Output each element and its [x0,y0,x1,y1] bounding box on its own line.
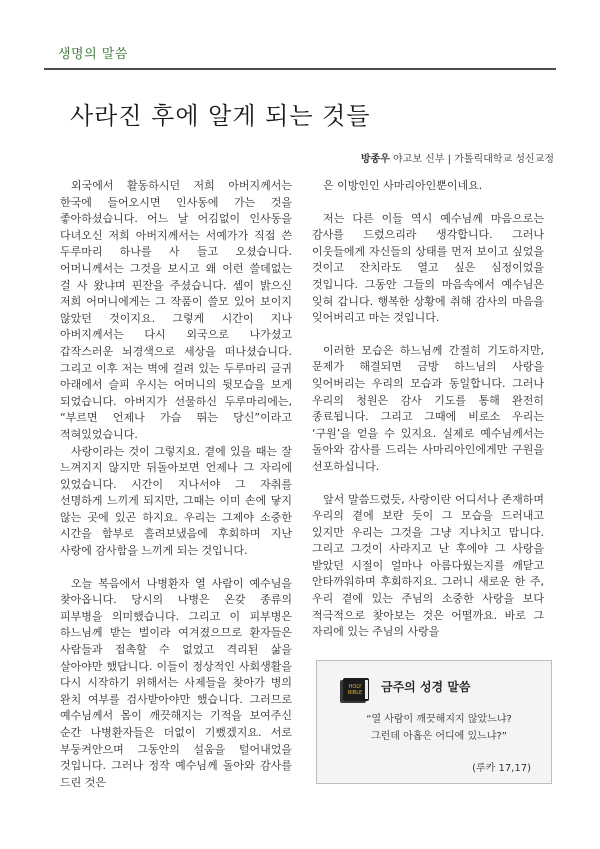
author-title: 야고보 신부 | 가톨릭대학교 성신교정 [393,154,554,165]
bible-cover-text: BIBLE [347,690,363,696]
article-title: 사라진 후에 알게 되는 것들 [70,102,371,130]
header-rule [44,68,556,70]
verse-heading: 금주의 성경 말씀 [381,680,471,694]
byline [361,150,554,165]
author-name: 방종우 [360,154,390,165]
paragraph: 은 이방인인 사마리아인뿐이네요. [323,179,483,192]
paragraph: 이러한 모습은 하느님께 간절히 기도하지만, 문제가 해결되면 금방 하느님의 사랑을 잊어버리는 우리의 모습과 동일합니다. 그러나 우리의 청원은 감사 기도를 통해 완전히 종료됩니다. 그리고 그때에 비로소 우리는 ‘구원’을 얻을 수 있지요. 실제로 예수님께서는 돌아와 감사를 드리는 사마리아인에게만 구원을 선포하십니다. [312,343,544,473]
paragraph: 오늘 복음에서 나병환자 열 사람이 예수님을 찾아옵니다. 당시의 나병은 온갖 종류의 피부병을 의미했습니다. 그리고 이 피부병은 하느님께 받는 벌이라 여겨졌으므로 환자들은 사람들과 접촉할 수 없었고 격리된 삶을 살아야만 했답니다. 이들이 정상적인 사회생활을 다시 시작하기 위해서는 사제들을 찾아가 병의 완치 여부를 검사받아야만 했습니다. 그러므로 예수님께서 몸이 깨끗해지는 기적을 보여주신 순간 나병환자들은 더없이 기뻤겠지요. 서로 부둥켜안으며 그동안의 설움을 털어내었을 것입니다. 그러나 정작 예수님께 돌아와 감사를 드린 것은 [60,576,292,789]
paragraph: 사랑이라는 것이 그렇지요. 곁에 있을 때는 잘 느껴지지 않지만 뒤돌아보면 언제나 그 자리에 있었습니다. 시간이 지나서야 그 자취를 선명하게 느끼게 되지만, 그때는 이미 손에 닿지 않는 곳에 있곤 하지요. 우리는 그제야 소중한 시간을 함부로 흘려보냈음에 후회하며 지난 사랑에 감사함을 느끼게 되는 것입니다. [60,444,292,558]
paragraph: 저는 다른 이들 역시 예수님께 마음으로는 감사를 드렸으리라 생각합니다. 그러나 이웃들에게 자신들의 상태를 먼저 보이고 싶었을 것이고 잔치라도 열고 싶은 심정이었을 것입니다. 그동안 그들의 마음속에서 예수님은 잊혀 갑니다. 행복한 상황에 취해 감사의 마음을 잊어버리고 마는 것입니다. [312,211,544,325]
right-column [312,178,544,641]
verse-reference: (루카 17,17) [472,763,531,774]
paragraph: 앞서 말씀드렸듯, 사랑이란 어디서나 존재하며 우리의 곁에 보란 듯이 그 모습을 드러내고 있지만 우리는 그것을 그냥 지나치고 맙니다. 그리고 그것이 사라지고 난 후에야 그 사랑을 받았던 시절이 얼마나 아름다웠는지를 깨닫고 안타까워하며 후회하지요. 그러니 새로운 한 주, 우리 곁에 있는 주님의 소중한 사랑을 보다 적극적으로 찾아보는 것은 어떨까요. 바로 그 자리에 있는 주님의 사랑을 [312,492,544,639]
left-column [60,178,292,791]
bible-icon [337,676,373,710]
verse-line: “열 사람이 깨끗해지지 않았느냐? [366,714,512,725]
bible-cover-text: HOLY [348,684,362,690]
verse-line: 그런데 아홉은 어디에 있느냐?” [371,731,507,742]
verse-text [339,711,539,745]
weekly-verse-box [316,660,552,784]
paragraph: 외국에서 활동하시던 저희 아버지께서는 한국에 들어오시면 인사동에 가는 것을 좋아하셨습니다. 어느 날 어김없이 인사동을 다녀오신 저희 아버지께서는 서예가가 직접 쓴 두루마리 하나를 사 들고 오셨습니다. 어머니께서는 그것을 보시고 왜 이런 쓸데없는 걸 사 왔냐며 핀잔을 주셨습니다. 셈이 밝으신 저희 어머니에게는 그 작품이 쓸모 있어 보이지 않았던 것이지요. 그렇게 시간이 지나 아버지께서는 다시 외국으로 나가셨고 갑작스러운 뇌경색으로 세상을 떠나셨습니다. 그리고 이후 저는 벽에 걸려 있는 두루마리 글귀 아래에서 슬피 우시는 어머니의 뒷모습을 보게 되었습니다. 아버지가 선물하신 두루마리에는, “부르면 언제나 가슴 뛰는 당신”이라고 적혀있었습니다. [60,179,292,441]
section-label: 생명의 말씀 [58,47,128,62]
